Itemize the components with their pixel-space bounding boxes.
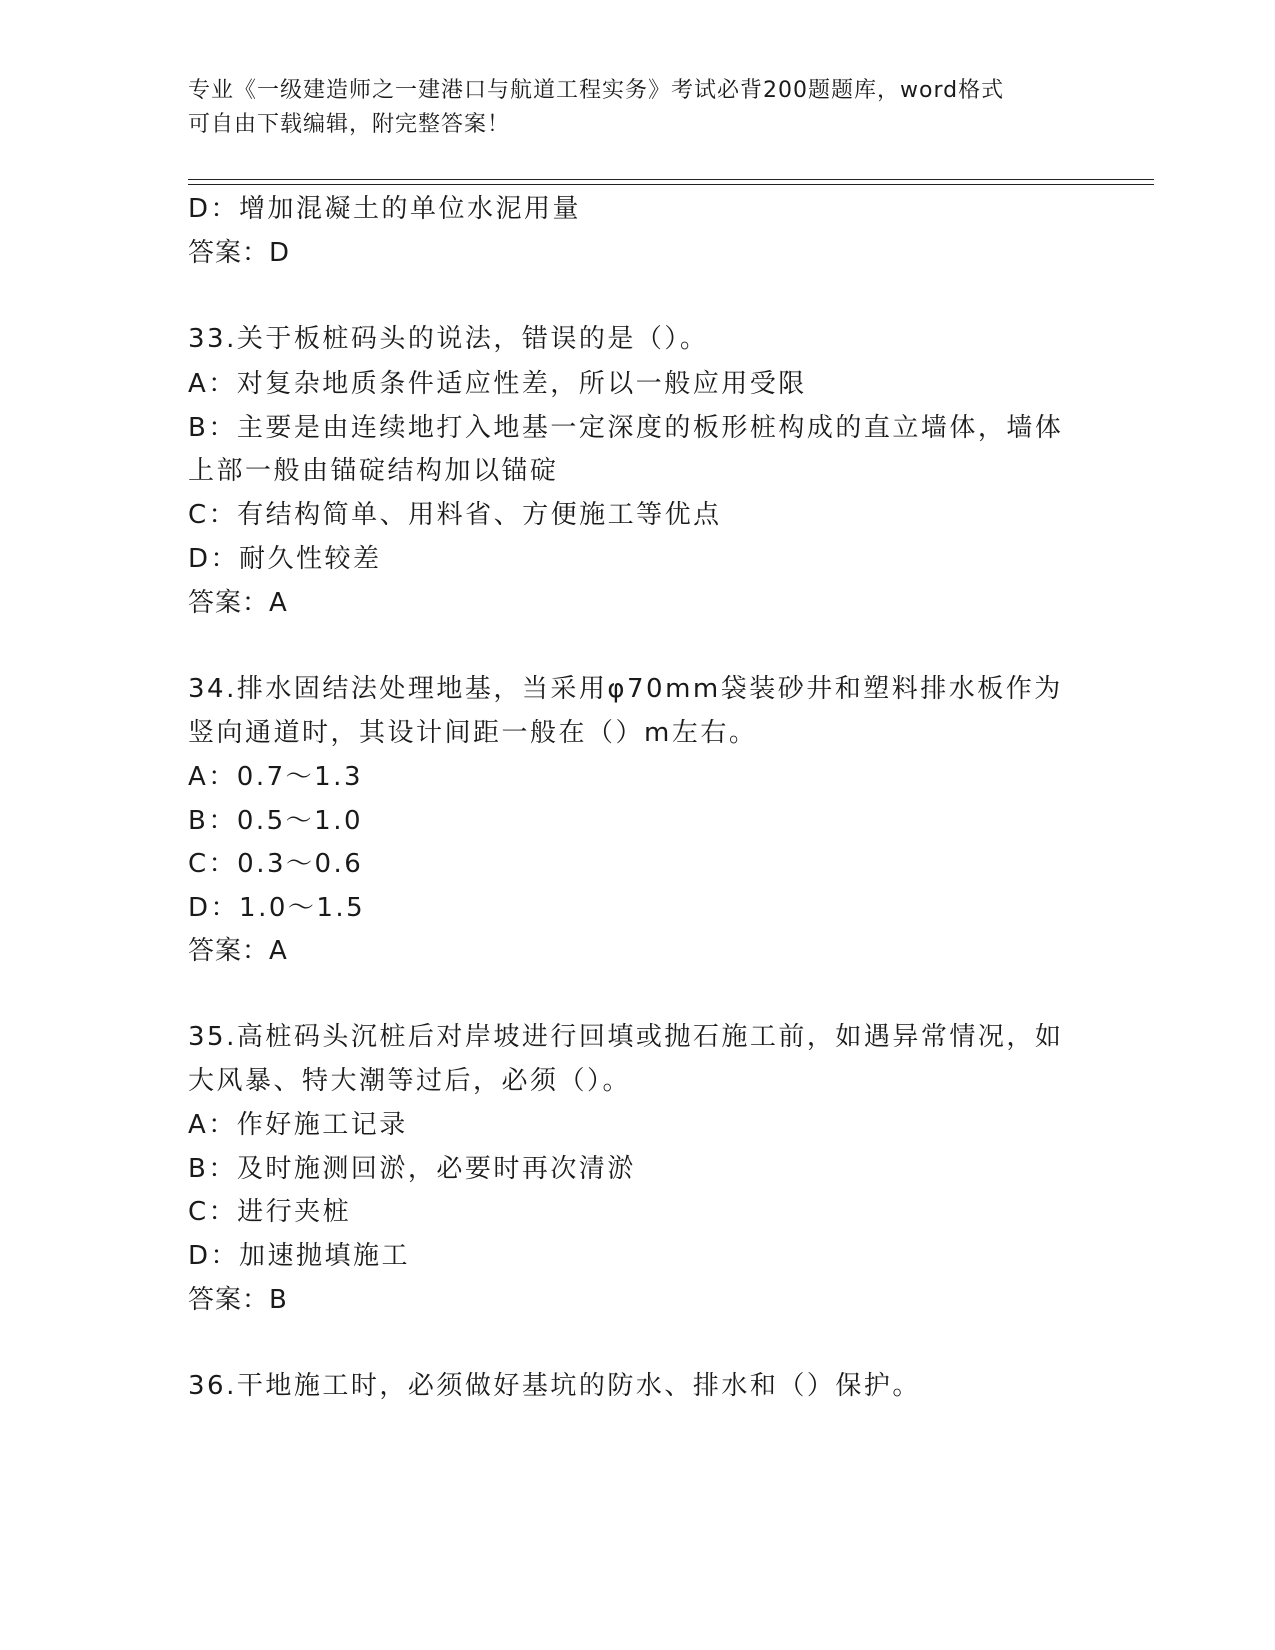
- q33-answer: 答案：A: [188, 588, 288, 618]
- header-divider-top: [188, 179, 1154, 180]
- q33-option-b-line2: 上部一般由锚碇结构加以锚碇: [188, 456, 559, 486]
- q35-option-b: B：及时施测回淤，必要时再次清淤: [188, 1154, 636, 1184]
- q34-option-a: A：0.7～1.3: [188, 762, 363, 792]
- q33-stem: 33.关于板桩码头的说法，错误的是（）。: [188, 324, 709, 354]
- q34-answer: 答案：A: [188, 936, 288, 966]
- q33-option-d: D：耐久性较差: [188, 544, 382, 574]
- page-header: [188, 74, 1068, 142]
- q35-option-d: D：加速抛填施工: [188, 1241, 411, 1271]
- q33-option-b-line1: B：主要是由连续地打入地基一定深度的板形桩构成的直立墙体，墙体: [188, 413, 1064, 443]
- q34-stem-line1: 34.排水固结法处理地基，当采用φ70mm袋装砂井和塑料排水板作为: [188, 674, 1063, 704]
- header-divider-bottom: [188, 184, 1154, 185]
- q34-stem-line2: 竖向通道时，其设计间距一般在（）m左右。: [188, 718, 758, 748]
- q35-option-c: C：进行夹桩: [188, 1197, 352, 1227]
- q33-option-c: C：有结构简单、用料省、方便施工等优点: [188, 500, 722, 530]
- q36-stem: 36.干地施工时，必须做好基坑的防水、排水和（）保护。: [188, 1371, 921, 1401]
- q34-option-b: B：0.5～1.0: [188, 806, 364, 836]
- q35-stem-line1: 35.高桩码头沉桩后对岸坡进行回填或抛石施工前，如遇异常情况，如: [188, 1022, 1064, 1052]
- prev-option-d: D：增加混凝土的单位水泥用量: [188, 194, 582, 224]
- q34-option-c: C：0.3～0.6: [188, 849, 364, 879]
- q35-stem-line2: 大风暴、特大潮等过后，必须（）。: [188, 1066, 632, 1096]
- prev-answer: 答案：D: [188, 238, 291, 268]
- header-line-1: 专业《一级建造师之一建港口与航道工程实务》考试必背200题题库，word格式: [188, 78, 1005, 103]
- header-line-2: 可自由下载编辑，附完整答案！: [188, 112, 511, 137]
- q35-answer: 答案：B: [188, 1285, 288, 1315]
- q34-option-d: D：1.0～1.5: [188, 893, 366, 923]
- q33-option-a: A：对复杂地质条件适应性差，所以一般应用受限: [188, 369, 807, 399]
- q35-option-a: A：作好施工记录: [188, 1110, 408, 1140]
